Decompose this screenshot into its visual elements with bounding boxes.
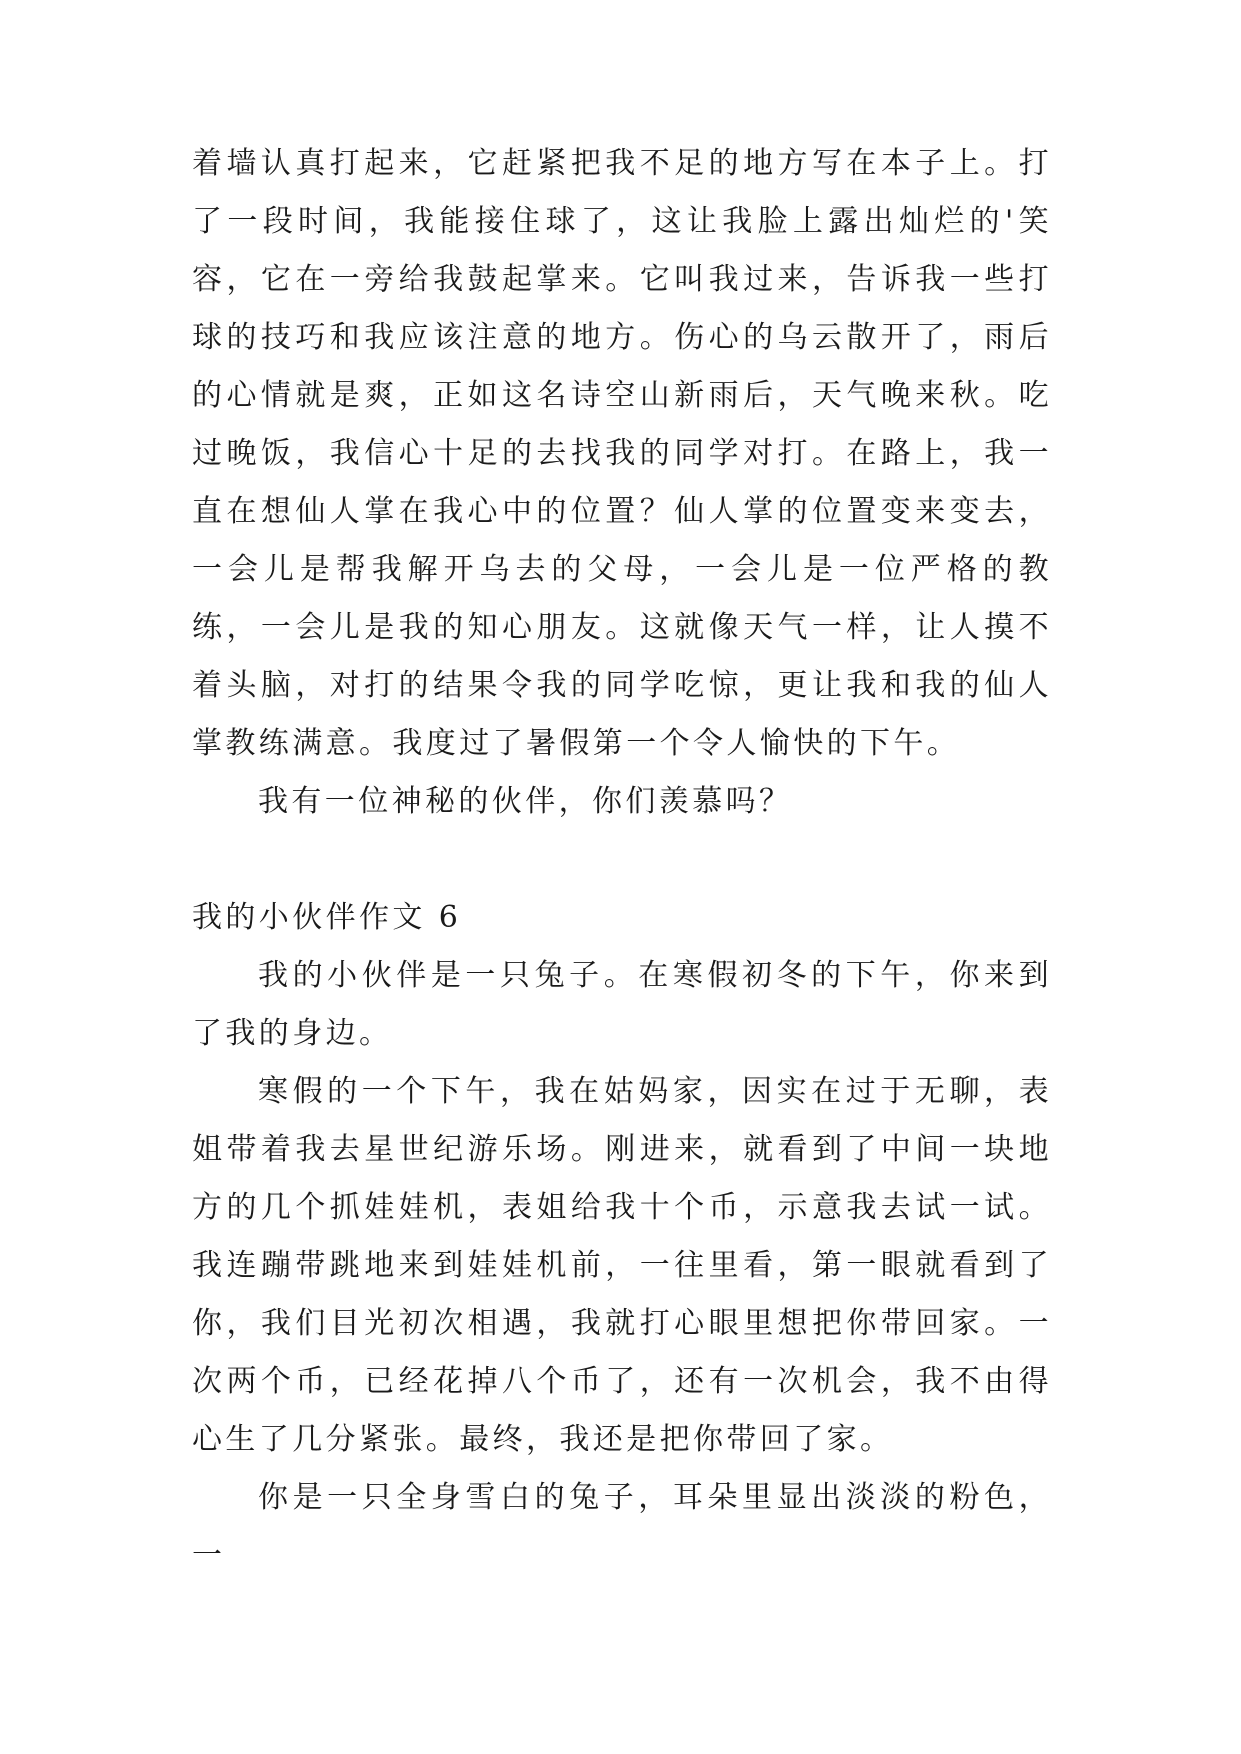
paragraph-continuation: 着墙认真打起来，它赶紧把我不足的地方写在本子上。打了一段时间，我能接住球了，这让我脸上露出灿烂的'笑容，它在一旁给我鼓起掌来。它叫我过来，告诉我一些打球的技巧和我应该注意的地方。伤心的乌云散开了，雨后的心情就是爽，正如这名诗空山新雨后，天气晚来秋。吃过晚饭，我信心十足的去找我的同学对打。在路上，我一直在想仙人掌在我心中的位置？仙人掌的位置变来变去，一会儿是帮我解开乌去的父母，一会儿是一位严格的教练，一会儿是我的知心朋友。这就像天气一样，让人摸不着头脑，对打的结果令我的同学吃惊，更让我和我的仙人掌教练满意。我度过了暑假第一个令人愉快的下午。	[192, 146, 1052, 761]
paragraph-closing: 我有一位神秘的伙伴，你们羡慕吗？	[258, 784, 793, 819]
document-body	[192, 135, 1052, 1585]
section-gap	[192, 831, 1052, 889]
paragraph-description: 你是一只全身雪白的兔子，耳朵里显出淡淡的粉色，一	[192, 1480, 1052, 1573]
paragraph-intro: 我的小伙伴是一只兔子。在寒假初冬的下午，你来到了我的身边。	[192, 958, 1052, 1051]
paragraph-story: 寒假的一个下午，我在姑妈家，因实在过于无聊，表姐带着我去星世纪游乐场。刚进来，就看到了中间一块地方的几个抓娃娃机，表姐给我十个币，示意我去试一试。我连蹦带跳地来到娃娃机前，一往里看，第一眼就看到了你，我们目光初次相遇，我就打心眼里想把你带回家。一次两个币，已经花掉八个币了，还有一次机会，我不由得心生了几分紧张。最终，我还是把你带回了家。	[192, 1074, 1052, 1457]
section-heading: 我的小伙伴作文 6	[192, 900, 462, 935]
